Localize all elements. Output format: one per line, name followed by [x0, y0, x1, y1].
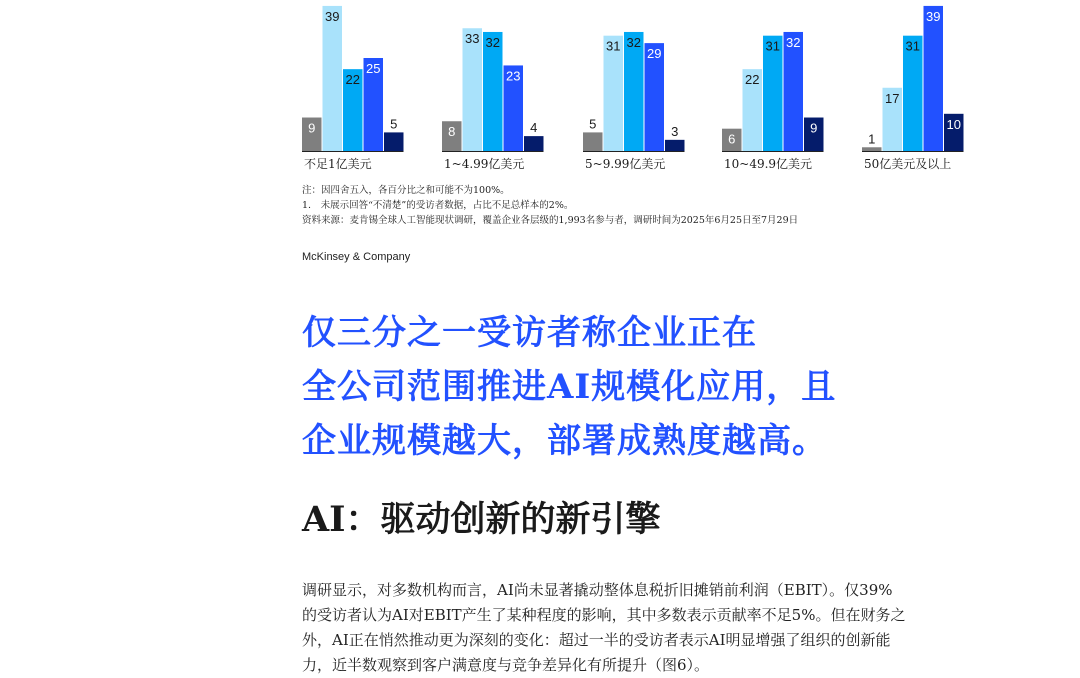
- bar: [463, 28, 483, 151]
- bar-value-label: 39: [926, 8, 941, 24]
- bar: [924, 6, 944, 151]
- bar-value-label: 39: [325, 8, 340, 24]
- bar: [323, 6, 343, 151]
- bar-value-label: 32: [485, 34, 500, 50]
- group-label: 5~9.99亿美元: [585, 157, 666, 171]
- bar-value-label: 32: [626, 34, 641, 50]
- group-label: 10~49.9亿美元: [724, 157, 813, 171]
- bar-value-label: 25: [366, 61, 381, 76]
- bar-value-label: 17: [885, 90, 900, 106]
- group-label: 50亿美元及以上: [864, 157, 952, 171]
- bar-value-label: 8: [448, 124, 456, 140]
- bar-value-label: 9: [308, 120, 316, 136]
- bar-value-label: 31: [606, 38, 621, 54]
- bar-value-label: 9: [810, 120, 818, 136]
- bar-value-label: 3: [671, 123, 679, 139]
- bar-value-label: 22: [745, 72, 760, 88]
- body-line-3: 外，AI正在悄然推动更为深刻的变化：超过一半的受访者表示AI明显增强了组织的创新能: [302, 631, 891, 649]
- body-line-2: 的受访者认为AI对EBIT产生了某种程度的影响，其中多数表示贡献率不足5%。但在财务之: [302, 606, 906, 624]
- bar-value-label: 4: [530, 120, 538, 136]
- bar-value-label: 33: [465, 31, 480, 47]
- bar: [384, 132, 404, 151]
- group-label: 1~4.99亿美元: [444, 157, 525, 171]
- body-line-1: 调研显示，对多数机构而言，AI尚未显著撬动整体息税折旧摊销前利润（EBIT）。仅39%: [302, 581, 893, 599]
- bar-value-label: 29: [647, 46, 662, 62]
- brand-label: McKinsey & Company: [302, 251, 411, 263]
- bar-value-label: 32: [786, 34, 801, 50]
- chart-notes: [302, 183, 1042, 228]
- note-footnote-1: 1. 未展示回答“不清楚”的受访者数据，占比不足总样本的2%。: [302, 200, 574, 211]
- bar-chart: [0, 0, 1080, 180]
- bar-value-label: 10: [946, 116, 961, 132]
- headline: [302, 306, 1062, 468]
- bar-value-label: 1: [868, 131, 876, 147]
- headline-line-1: 仅三分之一受访者称企业正在: [302, 313, 757, 353]
- bar: [665, 140, 685, 151]
- body-paragraph: [302, 578, 1002, 678]
- bar-value-label: 5: [390, 116, 398, 132]
- bar: [862, 147, 882, 151]
- note-rounding: 注：因四舍五入，各百分比之和可能不为100%。: [302, 185, 510, 196]
- bar-value-label: 22: [345, 72, 360, 88]
- bar-value-label: 5: [589, 116, 597, 132]
- bar-value-label: 6: [728, 131, 736, 147]
- note-source: 资料来源：麦肯锡全球人工智能现状调研，覆盖企业各层级的1,993名参与者，调研时间为2025年6月25日至7月29日: [302, 215, 799, 226]
- headline-line-2: 全公司范围推进AI规模化应用，且: [302, 367, 837, 407]
- group-label: 不足1亿美元: [304, 157, 372, 171]
- bar: [583, 132, 603, 151]
- section-title: AI：驱动创新的新引擎: [302, 499, 661, 540]
- body-line-4: 力，近半数观察到客户满意度与竞争差异化有所提升（图6）。: [302, 656, 710, 674]
- bar-value-label: 31: [905, 38, 920, 54]
- bar: [524, 136, 544, 151]
- bar-value-label: 31: [765, 38, 780, 54]
- headline-line-3: 企业规模越大，部署成熟度越高。: [302, 421, 827, 461]
- bar-value-label: 23: [506, 68, 521, 84]
